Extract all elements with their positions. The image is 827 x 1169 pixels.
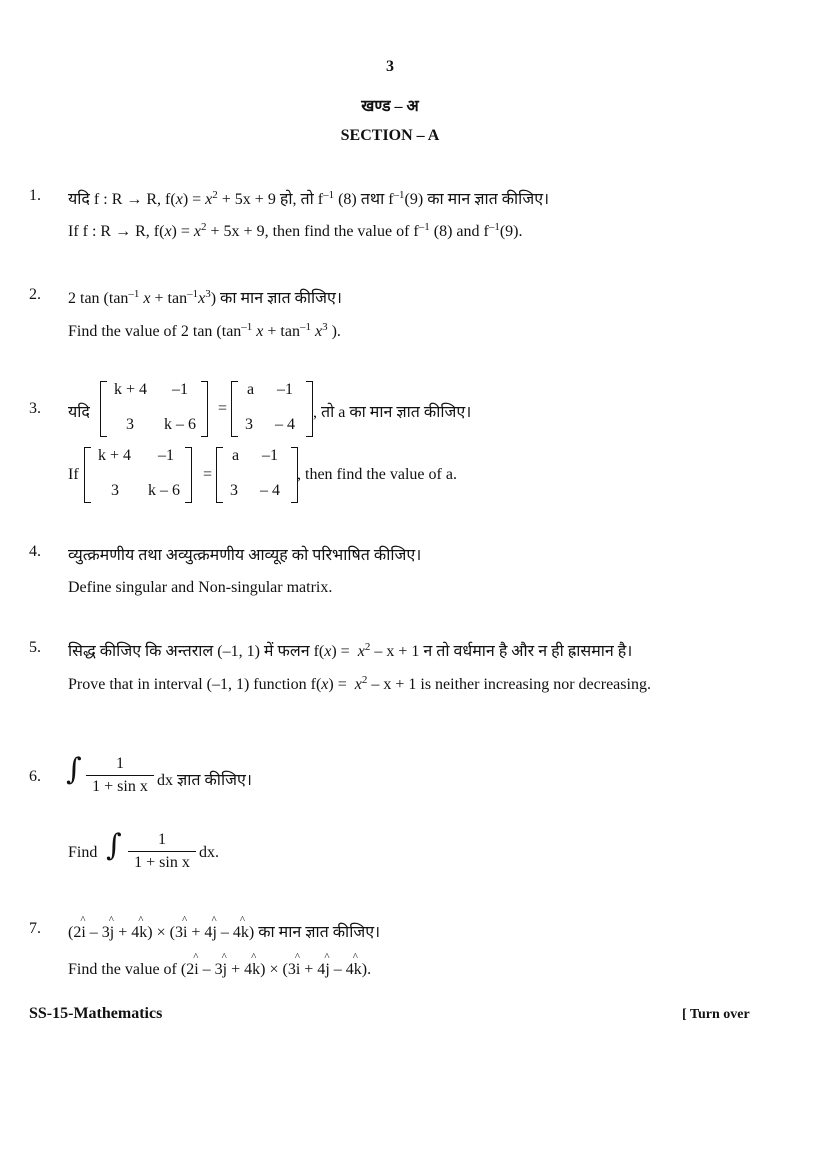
fraction — [86, 755, 154, 796]
matrix-cell: –1 — [158, 447, 174, 464]
integral-sign: ∫ — [106, 828, 122, 863]
fraction — [128, 831, 196, 872]
question-4-hindi: व्युत्क्रमणीय तथा अव्युत्क्रमणीय आव्यूह को परिभाषित कीजिए। — [68, 547, 422, 564]
matrix-right — [216, 447, 298, 503]
question-4-english: Define singular and Non-singular matrix. — [68, 579, 333, 596]
matrix-cell: – 4 — [275, 416, 295, 433]
fraction-numerator: 1 — [116, 755, 124, 772]
footer-turn-over: [ Turn over — [682, 1007, 750, 1022]
matrix-left — [100, 381, 208, 437]
matrix-left — [84, 447, 192, 503]
question-7-hindi: (2^ i – 3^ j + 4^ k) × (3^ i + 4^ j – 4^ k) का मान ज्ञात कीजिए। — [68, 920, 380, 942]
question-3-hindi-suffix: , तो a का मान ज्ञात कीजिए। — [313, 404, 472, 421]
section-title-hindi: खण्ड – अ — [361, 98, 419, 115]
question-5-hindi: सिद्ध कीजिए कि अन्तराल (–1, 1) में फलन $f(x) = x^2 - x + 1$ न तो वर्धमान है और न ही ह्रासमान है। — [68, 641, 633, 660]
question-number-7: 7. — [29, 920, 41, 937]
matrix-cell: –1 — [277, 381, 293, 398]
question-7-english: Find the value of (2^ i – 3^ j + 4^ k) × (3^ i + 4^ j – 4^ k). — [68, 961, 371, 979]
matrix-cell: a — [232, 447, 240, 464]
fraction-numerator: 1 — [158, 831, 166, 848]
matrix-cell: k + 4 — [98, 447, 132, 464]
section-title-english: SECTION – A — [340, 127, 440, 144]
matrix-cell: –1 — [262, 447, 278, 464]
matrix-cell: 3 — [111, 482, 119, 499]
question-3-hindi-prefix: यदि — [68, 404, 90, 421]
matrix-right — [231, 381, 313, 437]
matrix-cell: 3 — [245, 416, 253, 433]
question-number-6: 6. — [29, 768, 41, 785]
footer-paper-code: SS-15-Mathematics — [29, 1005, 163, 1022]
question-3-english-prefix: If — [68, 466, 79, 483]
fraction-denominator: 1 + sin x — [134, 854, 190, 871]
question-number-4: 4. — [29, 543, 41, 560]
question-2-english: Find the value of 2 $\tan (\tan^{-1}$ $x + \tan^{-1} x^3$ ). — [68, 321, 341, 340]
integral-sign: ∫ — [66, 752, 82, 787]
question-6-english-prefix: Find — [68, 844, 98, 861]
matrix-cell: –1 — [172, 381, 188, 398]
question-6-english-dx: dx. — [199, 844, 219, 861]
question-3-english-suffix: , then find the value of a. — [297, 466, 457, 483]
matrix-cell: 3 — [230, 482, 238, 499]
question-6-hindi: dx ज्ञात कीजिए। — [157, 772, 252, 789]
question-5-english: Prove that in interval (–1, 1) function $f(x) = x^2 - x + 1$ is neither increasing nor decreasing. — [68, 674, 651, 693]
matrix-cell: a — [247, 381, 255, 398]
question-number-1: 1. — [29, 187, 41, 204]
matrix-cell: k – 6 — [164, 416, 196, 433]
question-1-english: If f : R → R, $f(x) = x^2 + 5x + 9$, then find the value of $f^{-1}$ (8) and $f^{-1}(9)$. — [68, 221, 523, 240]
question-1-hindi: यदि f : R → R, $f(x) = x^2 + 5x + 9$ हो, तो $f^{-1}$ (8) तथा $f^{-1}(9)$ का मान ज्ञात कीजिए। — [68, 189, 550, 208]
fraction-denominator: 1 + sin x — [92, 778, 148, 795]
question-number-3: 3. — [29, 400, 41, 417]
matrix-cell: k + 4 — [114, 381, 148, 398]
equals-sign: = — [203, 466, 213, 483]
question-number-5: 5. — [29, 639, 41, 656]
matrix-cell: – 4 — [260, 482, 280, 499]
question-2-hindi: 2 $\tan (\tan^{-1}$ $x + \tan^{-1}x^3$) का मान ज्ञात कीजिए। — [68, 288, 342, 307]
equals-sign: = — [218, 400, 228, 417]
matrix-cell: 3 — [126, 416, 134, 433]
question-number-2: 2. — [29, 286, 41, 303]
matrix-cell: k – 6 — [148, 482, 180, 499]
page-number: 3 — [386, 58, 394, 75]
